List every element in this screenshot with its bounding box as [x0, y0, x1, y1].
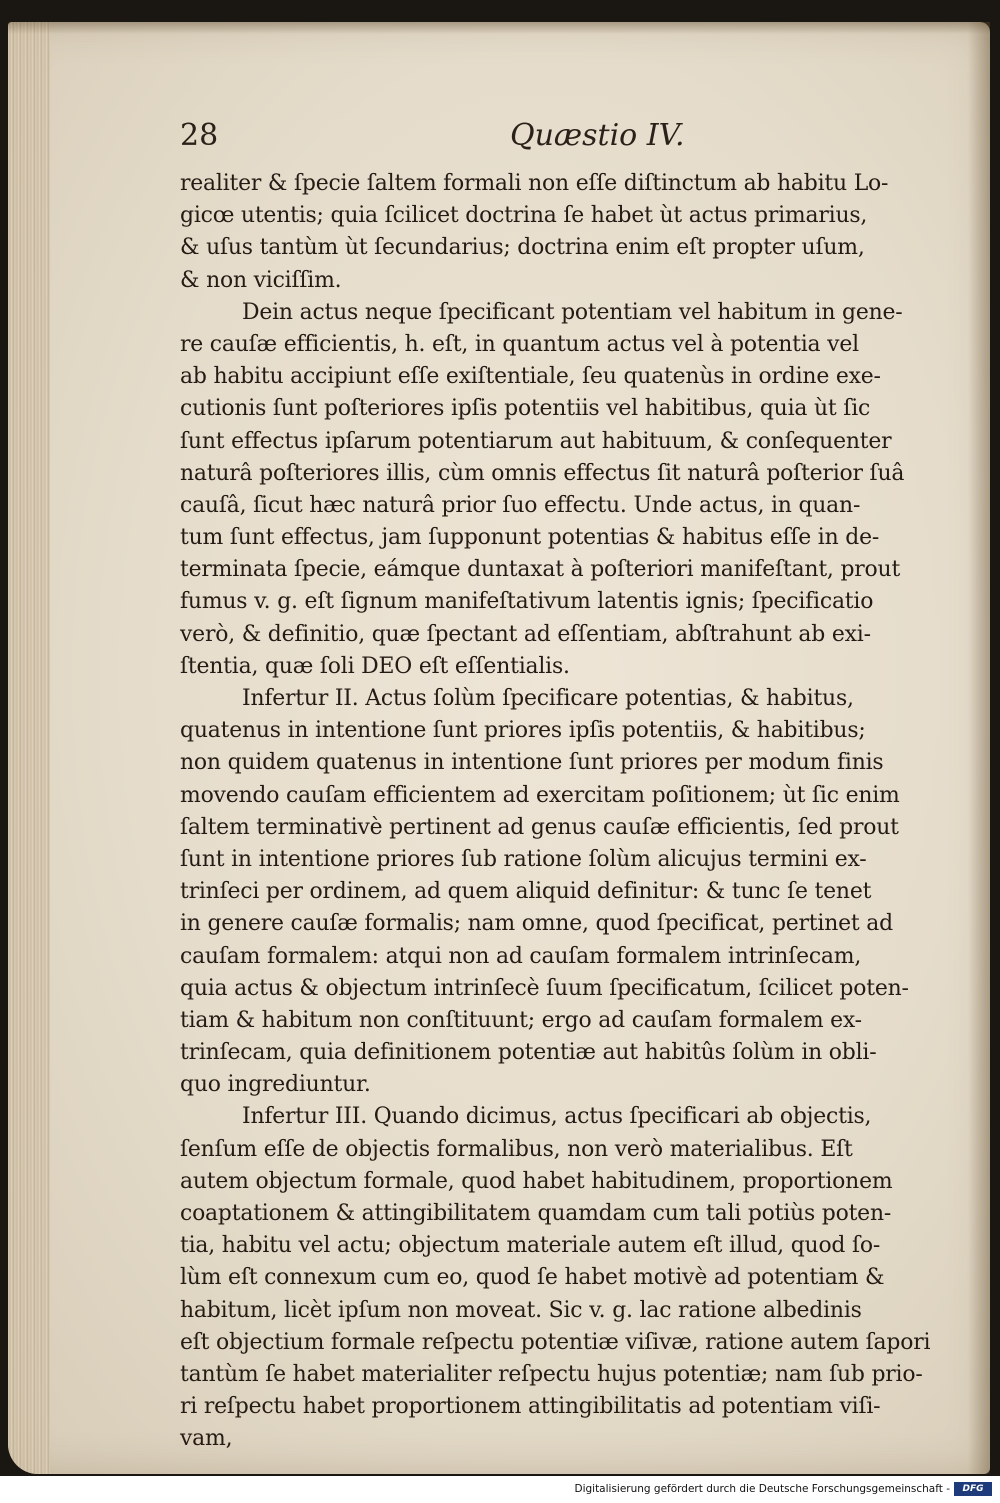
- text-line: cauſâ, ſicut hæc naturâ prior ſuo effectu. Unde actus, in quan-: [180, 492, 861, 518]
- text-line: terminata ſpecie, eámque duntaxat à poſteriori manifeſtant, prout: [180, 557, 901, 583]
- text-line: verò, & definitio, quæ ſpectant ad eſſentiam, abſtrahunt ab exi-: [180, 621, 871, 647]
- text-line: ſaltem terminativè pertinent ad genus cauſæ efficientis, ſed prout: [180, 814, 899, 840]
- text-line: quia actus & objectum intrinſecè ſuum ſpecificatum, ſcilicet poten-: [180, 975, 909, 1001]
- text-line: ſunt in intentione priores ſub ratione ſolùm alicujus termini ex-: [180, 846, 867, 872]
- text-line: coaptationem & attingibilitatem quamdam cum tali potiùs poten-: [180, 1201, 892, 1226]
- text-line: cauſam formalem: atqui non ad cauſam formalem intrinſecam,: [180, 943, 862, 969]
- text-line: trinſeci per ordinem, ad quem aliquid definitur: & tunc ſe tenet: [180, 879, 872, 905]
- text-line: naturâ poſteriores illis, cùm omnis effectus ſit naturâ poſterior ſuâ: [180, 460, 905, 486]
- text-line: movendo cauſam efficientem ad exercitam poſitionem; ùt ſic enim: [180, 782, 900, 808]
- page-edges-left: [8, 22, 50, 1474]
- dfg-logo: DFG: [954, 1482, 992, 1496]
- text-line: autem objectum formale, quod habet habitudinem, proportionem: [180, 1168, 893, 1194]
- text-line: tia, habitu vel actu; objectum materiale autem eſt illud, quod ſo-: [180, 1233, 881, 1259]
- body-text: [180, 168, 980, 1456]
- text-line: vam,: [180, 1426, 233, 1452]
- text-line: quatenus in intentione ſunt priores ipſis potentiis, & habitibus;: [180, 718, 866, 744]
- text-line: eſt objectium formale reſpectu potentiæ viſivæ, ratione autem ſapori: [180, 1329, 931, 1355]
- text-line: Dein actus neque ſpecificant potentiam vel habitum in gene-: [242, 299, 903, 325]
- running-head: Quæstio IV.: [510, 118, 685, 153]
- page-top-shadow: [8, 22, 990, 34]
- text-line: tum ſunt effectus, jam ſupponunt potentias & habitus eſſe in de-: [180, 525, 880, 551]
- text-line: ſenſum eſſe de objectis formalibus, non verò materialibus. Eſt: [180, 1136, 853, 1162]
- text-line: ab habitu accipiunt eſſe exiſtentiale, ſeu quatenùs in ordine exe-: [180, 364, 881, 390]
- text-line: & non viciſſim.: [180, 267, 342, 293]
- text-line: gicœ utentis; quia ſcilicet doctrina ſe habet ùt actus primarius,: [180, 203, 868, 229]
- text-line: realiter & ſpecie ſaltem formali non eſſe diſtinctum ab habitu Lo-: [180, 171, 889, 196]
- text-line: habitum, licèt ipſum non moveat. Sic v. g. lac ratione albedinis: [180, 1297, 862, 1323]
- text-line: cutionis ſunt poſteriores ipſis potentiis vel habitibus, quia ùt ſic: [180, 396, 871, 422]
- text-line: tiam & habitum non conſtituunt; ergo ad cauſam formalem ex-: [180, 1007, 862, 1033]
- text-line: re cauſæ efficientis, h. eſt, in quantum actus vel à potentia vel: [180, 331, 859, 357]
- digitization-credit: Digitalisierung gefördert durch die Deutsche Forschungsgemeinschaft -: [574, 1483, 950, 1495]
- page-header: [180, 118, 960, 168]
- text-line: non quidem quatenus in intentione ſunt priores per modum finis: [180, 750, 884, 776]
- text-line: lùm eſt connexum cum eo, quod ſe habet motivè ad potentiam &: [180, 1265, 885, 1291]
- page-number: 28: [180, 118, 219, 153]
- text-line: Infertur II. Actus ſolùm ſpecificare potentias, & habitus,: [242, 686, 854, 711]
- footer-bar: [0, 1476, 1000, 1503]
- text-line: trinſecam, quia definitionem potentiæ aut habitûs ſolùm in obli-: [180, 1040, 877, 1066]
- text-line: fumus v. g. eſt ſignum manifeſtativum latentis ignis; ſpecificatio: [180, 589, 874, 615]
- text-line: quo ingrediuntur.: [180, 1072, 371, 1098]
- text-line: & uſus tantùm ùt ſecundarius; doctrina enim eſt propter uſum,: [180, 235, 865, 261]
- text-line: tantùm ſe habet materialiter reſpectu hujus potentiæ; nam ſub prio-: [180, 1361, 923, 1387]
- text-line: in genere cauſæ formalis; nam omne, quod ſpecificat, pertinet ad: [180, 911, 893, 937]
- text-line: ſtentia, quæ ſoli DEO eſt eſſentialis.: [180, 653, 570, 679]
- text-line: ri reſpectu habet proportionem attingibilitatis ad potentiam viſi-: [180, 1394, 881, 1420]
- text-line: ſunt effectus ipſarum potentiarum aut habituum, & conſequenter: [180, 428, 892, 454]
- text-line: Infertur III. Quando dicimus, actus ſpecificari ab objectis,: [242, 1104, 872, 1130]
